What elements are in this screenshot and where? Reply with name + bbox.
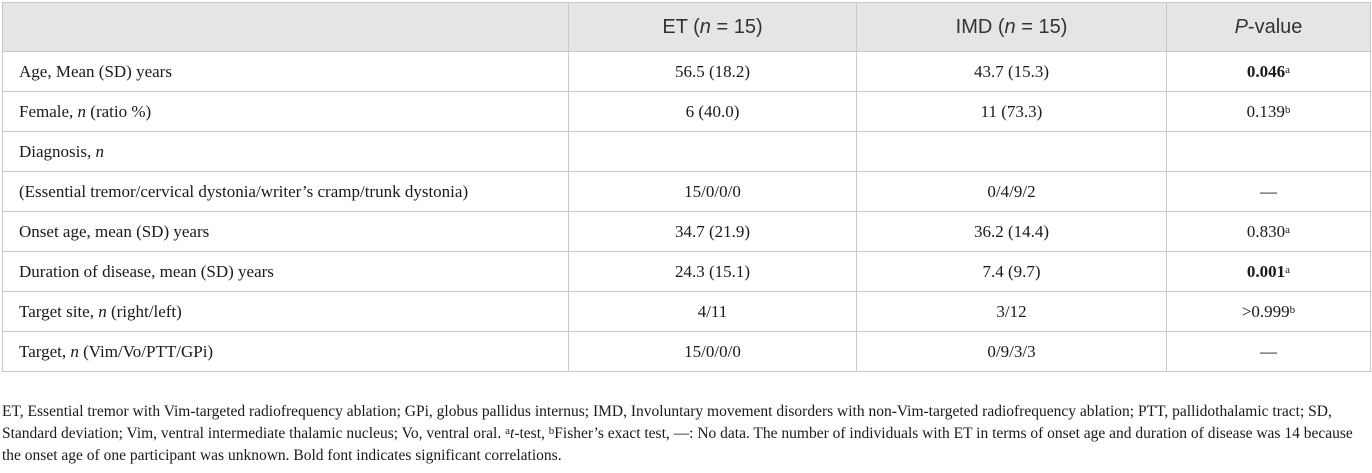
cell-p-value: 0.001$^a$	[1167, 252, 1371, 292]
cell-imd: 7.4 (9.7)	[857, 252, 1167, 292]
cell-et: 24.3 (15.1)	[569, 252, 857, 292]
cell-p-value: 0.139$^b$	[1167, 92, 1371, 132]
footnote-text: ET, Essential tremor with Vim-targeted radiofrequency ablation; GPi, globus pallidus internus; IMD, Involuntary movement disorders with non-Vim-targeted radiofrequency ablation; PTT, pallidothalamic tract; SD, Standard deviation; Vim, ventral intermediate thalamic nucleus; Vo, ventral oral.	[2, 403, 1332, 442]
cell-et: 56.5 (18.2)	[569, 52, 857, 92]
p-value-superscript: b	[1289, 303, 1296, 316]
p-value-superscript: b	[1284, 103, 1291, 116]
cell-imd: 0/4/9/2	[857, 172, 1167, 212]
cell-p-value: >0.999$^b$	[1167, 292, 1371, 332]
cell-p-value: 0.046$^a$	[1167, 52, 1371, 92]
cell-p-value: —	[1167, 172, 1371, 212]
cell-imd: 3/12	[857, 292, 1167, 332]
row-label: Target site, n (right/left)	[3, 292, 569, 332]
footnote-t-rest: -test,	[514, 425, 549, 442]
cell-imd: 0/9/3/3	[857, 332, 1167, 372]
header-empty	[3, 3, 569, 52]
header-et: ET (n = 15)	[569, 3, 857, 52]
cell-p-value	[1167, 132, 1371, 172]
table-row	[3, 292, 1371, 332]
table-container	[2, 2, 1370, 372]
p-value-superscript: a	[1285, 223, 1291, 236]
cell-et: 4/11	[569, 292, 857, 332]
cell-et: 34.7 (21.9)	[569, 212, 857, 252]
cell-et: 15/0/0/0	[569, 332, 857, 372]
row-label: Diagnosis, n	[3, 132, 569, 172]
cell-imd: 36.2 (14.4)	[857, 212, 1167, 252]
table-row	[3, 332, 1371, 372]
table-row	[3, 212, 1371, 252]
cell-et: 6 (40.0)	[569, 92, 857, 132]
cell-imd: 43.7 (15.3)	[857, 52, 1167, 92]
table-row	[3, 252, 1371, 292]
characteristics-table	[2, 2, 1371, 372]
row-label: Onset age, mean (SD) years	[3, 212, 569, 252]
footnote-sup-b: b	[548, 425, 555, 437]
row-label: Female, n (ratio %)	[3, 92, 569, 132]
cell-p-value: —	[1167, 332, 1371, 372]
p-value-superscript: a	[1285, 63, 1291, 76]
row-label: Duration of disease, mean (SD) years	[3, 252, 569, 292]
p-value-superscript: a	[1285, 263, 1291, 276]
cell-imd: 11 (73.3)	[857, 92, 1167, 132]
table-row	[3, 92, 1371, 132]
header-imd: IMD (n = 15)	[857, 3, 1167, 52]
cell-imd	[857, 132, 1167, 172]
footnote-rest: Fisher’s exact test, —: No data. The number of individuals with ET in terms of onset age and duration of disease was 14 because the onset age of one participant was unknown. Bold font indicates significant correlations.	[2, 425, 1353, 464]
table-row	[3, 52, 1371, 92]
table-row	[3, 172, 1371, 212]
header-row	[3, 3, 1371, 52]
row-label: Target, n (Vim/Vo/PTT/GPi)	[3, 332, 569, 372]
header-p-value: P-value	[1167, 3, 1371, 52]
cell-et: 15/0/0/0	[569, 172, 857, 212]
row-label: Age, Mean (SD) years	[3, 52, 569, 92]
table-footnote	[2, 401, 1370, 467]
footnote-t: t	[510, 425, 515, 442]
cell-et	[569, 132, 857, 172]
cell-p-value: 0.830$^a$	[1167, 212, 1371, 252]
footnote-sup-a: a	[505, 425, 511, 437]
row-label: (Essential tremor/cervical dystonia/writer’s cramp/trunk dystonia)	[3, 172, 569, 212]
table-row	[3, 132, 1371, 172]
